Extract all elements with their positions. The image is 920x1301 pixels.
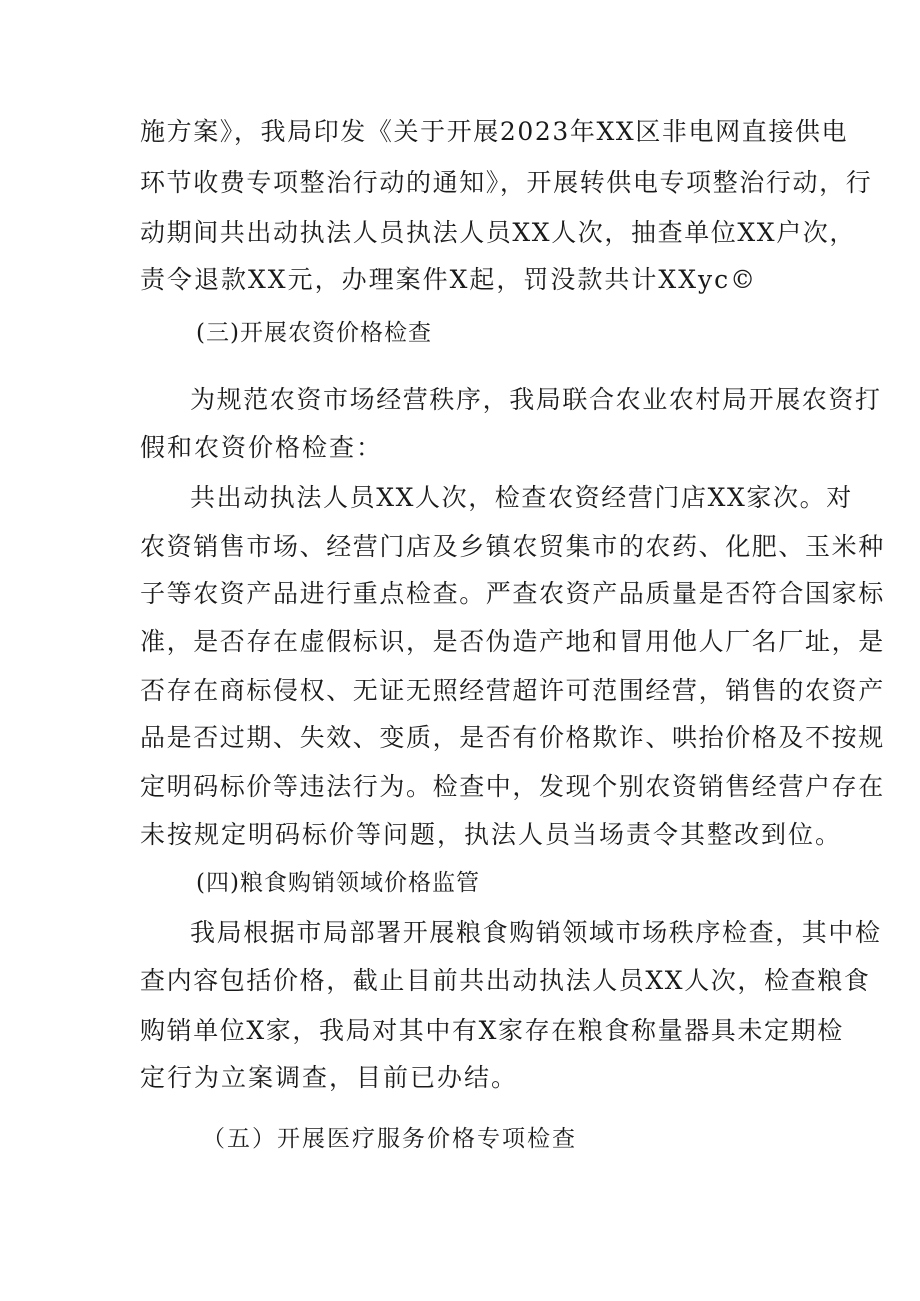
paragraph-line: 品是否过期、失效、变质，是否有价格欺诈、哄抬价格及不按规 — [140, 723, 885, 752]
paragraph-line: 否存在商标侵权、无证无照经营超许可范围经营，销售的农资产 — [140, 676, 885, 705]
paragraph-line: 环节收费专项整治行动的通知》，开展转供电专项整治行动，行 — [140, 168, 873, 197]
section-heading-3: (三)开展农资价格检查 — [196, 320, 432, 346]
paragraph-line: 查内容包括价格，截止目前共出动执法人员XX人次，检查粮食 — [140, 966, 871, 995]
paragraph-line: 为规范农资市场经营秩序，我局联合农业农村局开展农资打 — [190, 385, 882, 414]
paragraph-line: 农资销售市场、经营门店及乡镇农贸集市的农药、化肥、玉米种 — [140, 532, 885, 561]
paragraph-line: 准，是否存在虚假标识，是否伪造产地和冒用他人厂名厂址，是 — [140, 627, 885, 656]
paragraph-line: 子等农资产品进行重点检查。严查农资产品质量是否符合国家标 — [140, 579, 885, 608]
paragraph-line: 施方案》，我局印发《关于开展2023年XX区非电网直接供电 — [140, 117, 849, 146]
section-heading-5: （五）开展医疗服务价格专项检查 — [202, 1126, 577, 1152]
paragraph-line: 动期间共出动执法人员执法人员XX人次，抽查单位XX户次， — [140, 218, 856, 247]
paragraph-line: 共出动执法人员XX人次，检查农资经营门店XX家次。对 — [190, 483, 853, 512]
paragraph-line: 责令退款XX元，办理案件X起，罚没款共计XXyc© — [140, 265, 758, 294]
section-heading-4: (四)粮食购销领域价格监管 — [196, 870, 480, 896]
paragraph-line: 我局根据市局部署开展粮食购销领域市场秩序检查，其中检 — [190, 918, 882, 947]
paragraph-line: 定行为立案调查，目前已办结。 — [140, 1063, 519, 1092]
paragraph-line: 购销单位X家，我局对其中有X家存在粮食称量器具未定期检 — [140, 1016, 844, 1045]
paragraph-line: 定明码标价等违法行为。检查中，发现个别农资销售经营户存在 — [140, 772, 885, 801]
paragraph-line: 假和农资价格检查： — [140, 433, 384, 462]
paragraph-line: 未按规定明码标价等问题，执法人员当场责令其整改到位。 — [140, 820, 843, 849]
